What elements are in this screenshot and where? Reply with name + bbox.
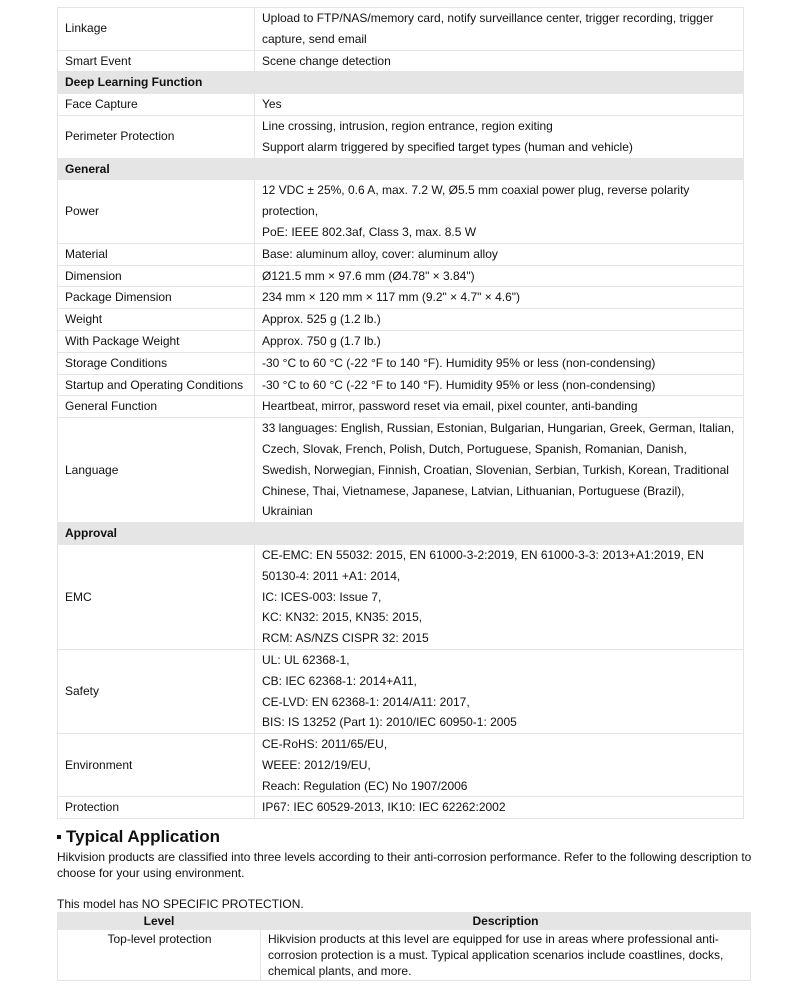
spec-value <box>255 797 744 819</box>
spec-table <box>57 7 744 819</box>
spec-value-line: Heartbeat, mirror, password reset via email, pixel counter, anti-banding <box>262 399 638 414</box>
section-title: Typical Application <box>66 827 220 846</box>
spec-value <box>255 396 744 418</box>
spec-value-line: -30 °C to 60 °C (-22 °F to 140 °F). Humidity 95% or less (non-condensing) <box>262 355 656 370</box>
spec-label: Language <box>58 418 255 523</box>
spec-value-line: 234 mm × 120 mm × 117 mm (9.2" × 4.7" × 4.6") <box>262 290 521 305</box>
section-header-row <box>58 72 744 94</box>
spec-label: With Package Weight <box>58 330 255 352</box>
spec-value-line: Approx. 750 g (1.7 lb.) <box>262 333 381 348</box>
spec-value-line: IP67: IEC 60529-2013, IK10: IEC 62262:2002 <box>262 800 506 815</box>
spec-label: General Function <box>58 396 255 418</box>
description-cell: Hikvision products at this level are equipped for use in areas where professional anti-corrosion protection is a must. Typical application scenarios include coastlines, docks, chemical plants, and more. <box>261 930 751 981</box>
spec-value-line: Upload to FTP/NAS/memory card, notify surveillance center, trigger recording, trigger capture, send email <box>262 11 714 46</box>
spec-label: Protection <box>58 797 255 819</box>
spec-value-line: 33 languages: English, Russian, Estonian, Bulgarian, Hungarian, Greek, German, Italian, Czech, Slovak, French, Polish, Dutch, Portuguese, Spanish, Romanian, Danish, Swedish, Norwegian, Finnish, Croatian, Slovenian, Serbian, Turkish, Korean, Traditional Chinese, Thai, Vietnamese, Japanese, Latvian, Lithuanian, Portuguese (Brazil), Ukrainian <box>262 421 735 519</box>
spec-value-line: IC: ICES-003: Issue 7, <box>262 589 382 604</box>
table-header-row <box>58 913 751 930</box>
spec-row <box>58 418 744 523</box>
spec-value <box>255 115 744 158</box>
spec-value <box>255 50 744 72</box>
spec-row <box>58 330 744 352</box>
section-header: General <box>58 158 744 180</box>
spec-value <box>255 734 744 797</box>
spec-row <box>58 265 744 287</box>
spec-value-line: Reach: Regulation (EC) No 1907/2006 <box>262 778 468 793</box>
spec-value <box>255 265 744 287</box>
spec-value-line: -30 °C to 60 °C (-22 °F to 140 °F). Humidity 95% or less (non-condensing) <box>262 377 656 392</box>
spec-value-line: Approx. 525 g (1.2 lb.) <box>262 312 381 327</box>
spec-value <box>255 374 744 396</box>
spec-row <box>58 797 744 819</box>
spec-value <box>255 418 744 523</box>
spec-value <box>255 94 744 116</box>
spec-value-line: Support alarm triggered by specified target types (human and vehicle) <box>262 139 633 154</box>
spec-row <box>58 94 744 116</box>
spec-value <box>255 243 744 265</box>
spec-label: Weight <box>58 309 255 331</box>
spec-row <box>58 180 744 243</box>
spec-label: Face Capture <box>58 94 255 116</box>
spec-value-line: CE-RoHS: 2011/65/EU, <box>262 737 388 752</box>
spec-label: Startup and Operating Conditions <box>58 374 255 396</box>
section-heading <box>57 826 757 848</box>
spec-value <box>255 649 744 733</box>
spec-label: Safety <box>58 649 255 733</box>
spec-value-line: Ø121.5 mm × 97.6 mm (Ø4.78" × 3.84") <box>262 268 475 283</box>
spec-value <box>255 309 744 331</box>
spec-row <box>58 8 744 51</box>
spec-row <box>58 374 744 396</box>
spec-row <box>58 544 744 649</box>
spec-value-line: CB: IEC 62368-1: 2014+A11, <box>262 673 417 688</box>
spec-value <box>255 8 744 51</box>
spec-row <box>58 309 744 331</box>
spec-value-line: PoE: IEEE 802.3af, Class 3, max. 8.5 W <box>262 224 477 239</box>
spec-row <box>58 396 744 418</box>
section-header: Deep Learning Function <box>58 72 744 94</box>
spec-row <box>58 734 744 797</box>
spec-value <box>255 352 744 374</box>
spec-value-line: UL: UL 62368-1, <box>262 652 350 667</box>
spec-label: Package Dimension <box>58 287 255 309</box>
spec-label: Power <box>58 180 255 243</box>
spec-row <box>58 352 744 374</box>
spec-value-line: Line crossing, intrusion, region entrance, region exiting <box>262 118 553 133</box>
protection-level-table <box>57 912 751 981</box>
spec-label: Material <box>58 243 255 265</box>
spec-value-line: Scene change detection <box>262 53 391 68</box>
spec-value-line: KC: KN32: 2015, KN35: 2015, <box>262 610 423 625</box>
spec-label: Smart Event <box>58 50 255 72</box>
spec-label: Linkage <box>58 8 255 51</box>
spec-value-line: RCM: AS/NZS CISPR 32: 2015 <box>262 631 429 646</box>
bullet-icon <box>57 835 61 839</box>
protection-note: This model has NO SPECIFIC PROTECTION. <box>57 897 304 911</box>
spec-value <box>255 544 744 649</box>
spec-label: Environment <box>58 734 255 797</box>
spec-row <box>58 649 744 733</box>
spec-value <box>255 180 744 243</box>
spec-value-line: 12 VDC ± 25%, 0.6 A, max. 7.2 W, Ø5.5 mm coaxial power plug, reverse polarity protection, <box>262 183 690 219</box>
table-row <box>58 930 751 981</box>
spec-value <box>255 287 744 309</box>
section-header-row <box>58 158 744 180</box>
spec-value-line: CE-EMC: EN 55032: 2015, EN 61000-3-2:2019, EN 61000-3-3: 2013+A1:2019, EN 50130-4: 2011 +A1: 2014, <box>262 547 704 583</box>
spec-value-line: CE-LVD: EN 62368-1: 2014/A11: 2017, <box>262 694 470 709</box>
spec-row <box>58 50 744 72</box>
spec-row <box>58 115 744 158</box>
spec-label: Dimension <box>58 265 255 287</box>
column-header-description: Description <box>261 913 751 930</box>
spec-label: Perimeter Protection <box>58 115 255 158</box>
column-header-level: Level <box>58 913 261 930</box>
spec-value <box>255 330 744 352</box>
section-header-row <box>58 523 744 545</box>
spec-row <box>58 243 744 265</box>
section-header: Approval <box>58 523 744 545</box>
typical-application-section <box>57 826 757 981</box>
spec-value-line: Base: aluminum alloy, cover: aluminum alloy <box>262 246 498 261</box>
spec-value-line: Yes <box>262 97 282 112</box>
spec-row <box>58 287 744 309</box>
section-description: Hikvision products are classified into three levels according to their anti-corrosion performance. Refer to the following description to choose for your using environment. <box>57 850 752 880</box>
spec-value-line: WEEE: 2012/19/EU, <box>262 757 371 772</box>
spec-value-line: BIS: IS 13252 (Part 1): 2010/IEC 60950-1: 2005 <box>262 715 517 730</box>
level-cell: Top-level protection <box>58 930 261 981</box>
spec-label: Storage Conditions <box>58 352 255 374</box>
spec-label: EMC <box>58 544 255 649</box>
